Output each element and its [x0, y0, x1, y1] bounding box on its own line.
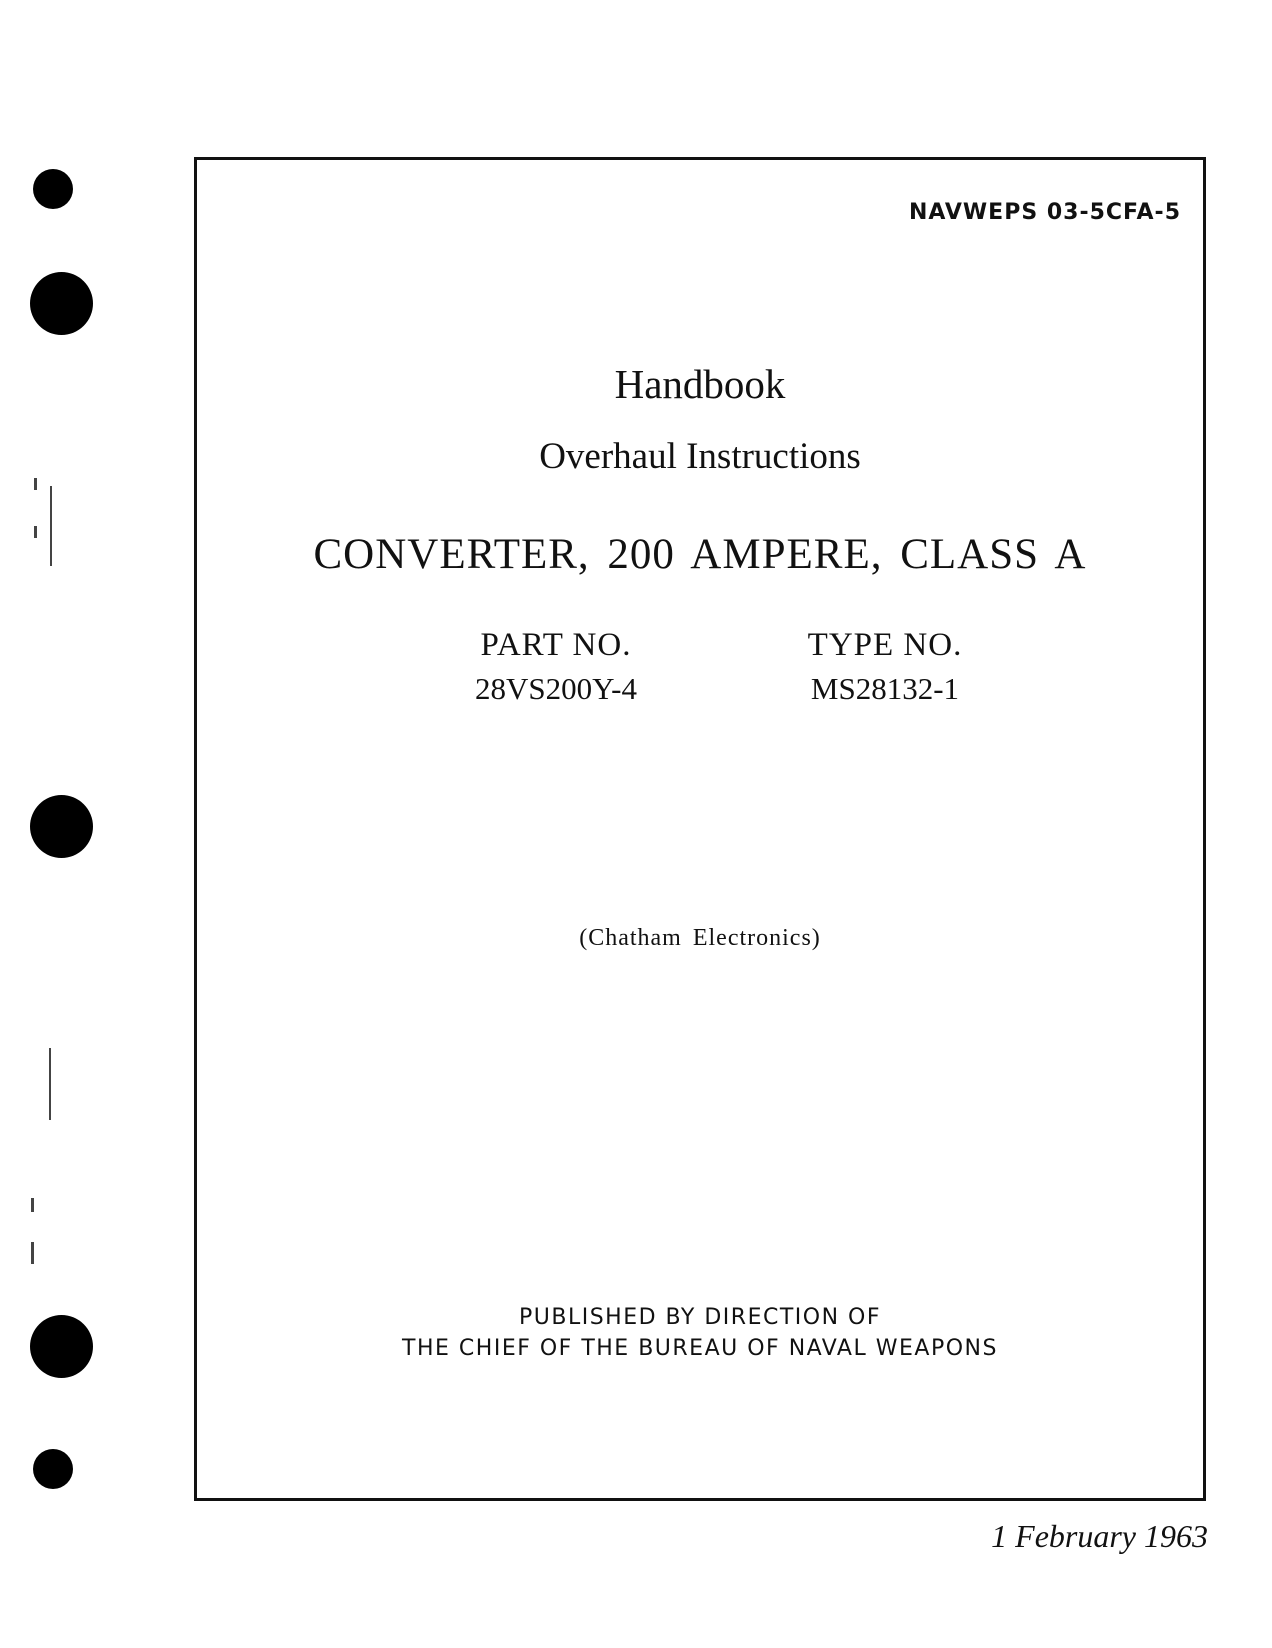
publisher-line-2: THE CHIEF OF THE BUREAU OF NAVAL WEAPONS [402, 1336, 998, 1361]
scan-mark [49, 1048, 51, 1120]
punch-hole-4 [30, 1315, 93, 1378]
scan-mark [31, 1242, 34, 1264]
subtitle: Overhaul Instructions [539, 436, 861, 477]
punch-hole-1 [33, 169, 73, 209]
handbook-heading: Handbook [614, 361, 786, 407]
scan-mark [50, 486, 52, 566]
part-number-value: 28VS200Y-4 [475, 671, 637, 706]
part-number-block [406, 625, 706, 709]
manufacturer: (Chatham Electronics) [579, 925, 821, 951]
publisher-line-1: PUBLISHED BY DIRECTION OF [518, 1305, 881, 1330]
cover-frame [194, 157, 1206, 1501]
page-title: CONVERTER, 200 AMPERE, CLASS A [313, 531, 1087, 578]
scan-mark [34, 526, 37, 538]
punch-hole-5 [33, 1449, 73, 1489]
type-number-value: MS28132-1 [810, 671, 960, 706]
punch-hole-3 [30, 795, 93, 858]
type-number-block [735, 625, 1035, 709]
publication-date: 1 February 1963 [991, 1518, 1208, 1554]
punch-hole-2 [30, 272, 93, 335]
scan-mark [34, 478, 37, 490]
document-number: NAVWEPS 03-5CFA-5 [908, 200, 1181, 225]
scan-mark [31, 1198, 34, 1212]
publisher-statement [197, 1302, 1203, 1364]
type-number-label: TYPE NO. [807, 627, 963, 663]
part-number-label: PART NO. [480, 627, 632, 663]
